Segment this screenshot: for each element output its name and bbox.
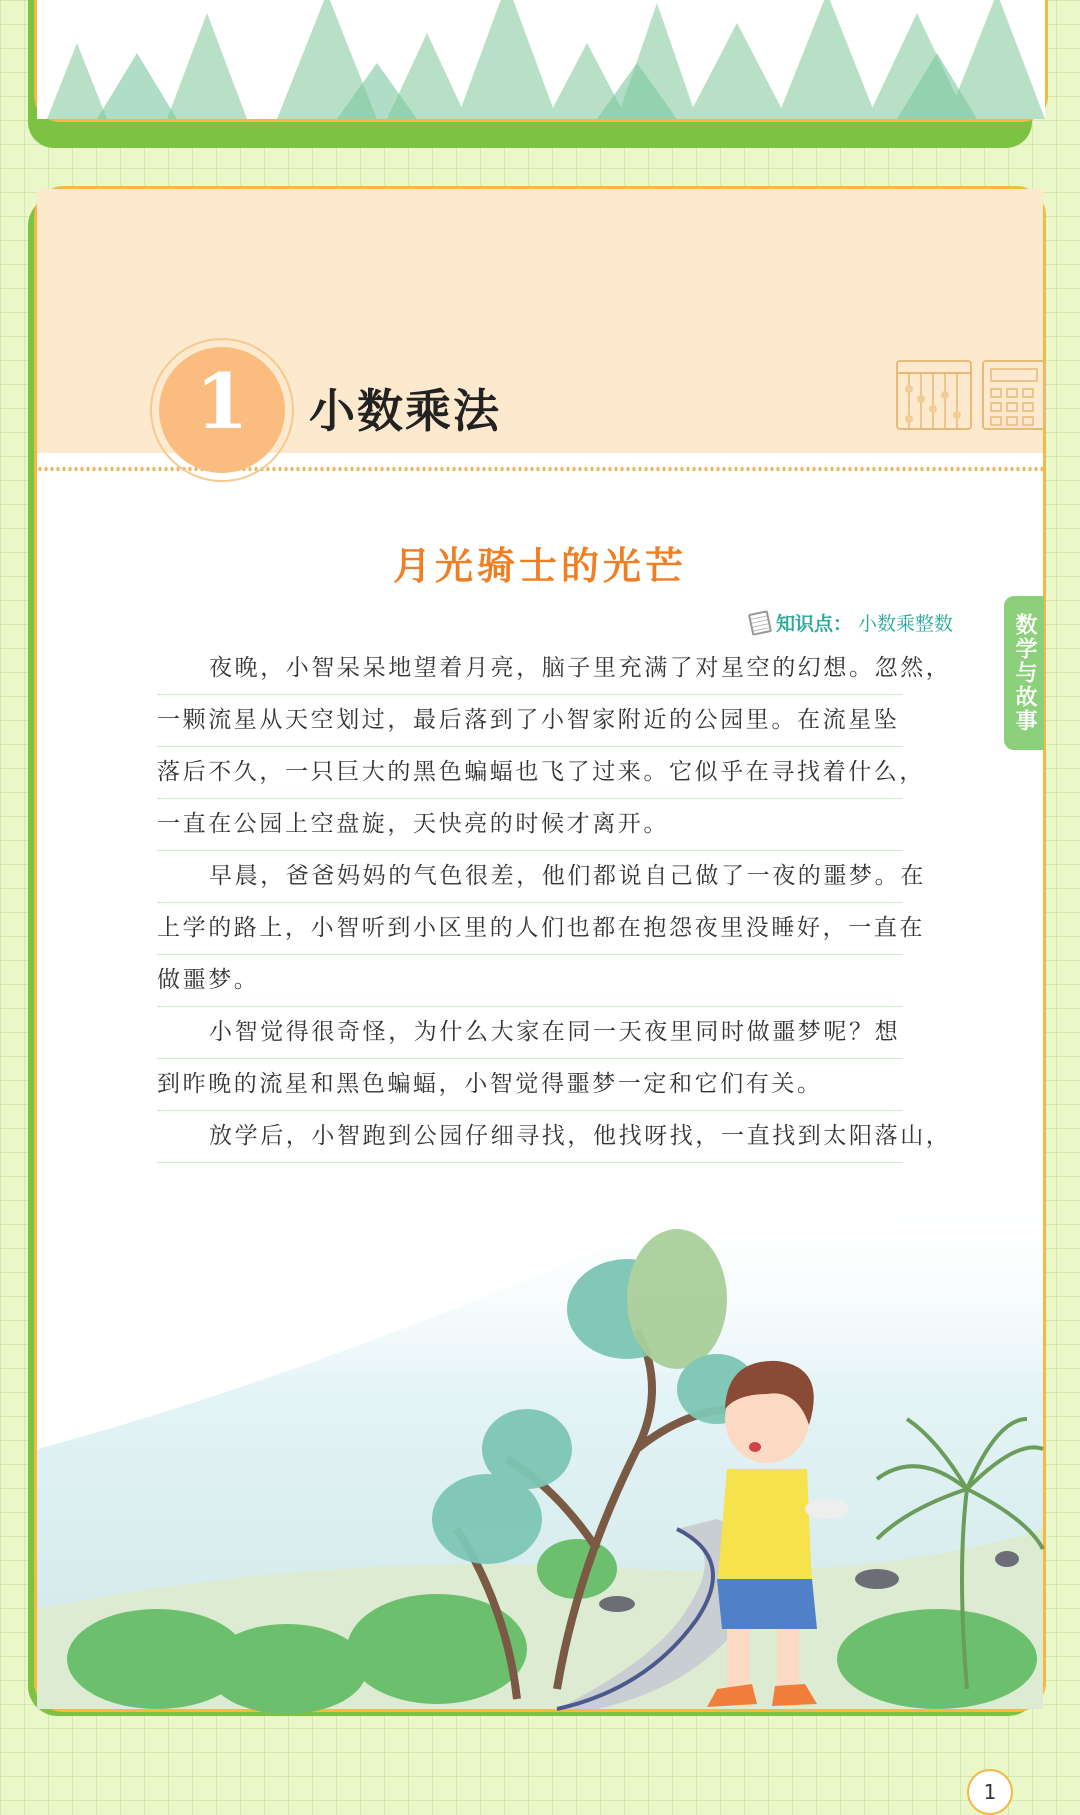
story-line: 放学后，小智跑到公园仔细寻找，他找呀找，一直找到太阳落山， <box>157 1111 903 1163</box>
knowledge-label: 知识点： <box>775 613 852 635</box>
page-card <box>34 186 1046 1804</box>
story-line: 一直在公园上空盘旋，天快亮的时候才离开。 <box>157 799 903 851</box>
story-line: 一颗流星从天空划过，最后落到了小智家附近的公园里。在流星坠 <box>157 695 903 747</box>
chapter-number: 1 <box>195 357 249 446</box>
story-body <box>157 643 952 1163</box>
story-line: 落后不久，一只巨大的黑色蝙蝠也飞了过来。它似乎在寻找着什么， <box>157 747 903 799</box>
park-boy-illustration <box>37 1189 1043 1709</box>
story-line: 早晨，爸爸妈妈的气色很差，他们都说自己做了一夜的噩梦。在 <box>157 851 903 903</box>
forest-illustration <box>37 0 1045 119</box>
story-line: 做噩梦。 <box>157 955 903 1007</box>
story-line: 到昨晚的流星和黑色蝙蝠，小智觉得噩梦一定和它们有关。 <box>157 1059 903 1111</box>
side-tab: 数学与故事 <box>1004 596 1044 750</box>
page-number: 1 <box>967 1769 1013 1815</box>
story-line: 小智觉得很奇怪，为什么大家在同一天夜里同时做噩梦呢？想 <box>157 1007 903 1059</box>
notepad-icon <box>748 610 772 636</box>
abacus-calculator-icon <box>895 359 1045 433</box>
knowledge-point <box>750 609 953 636</box>
top-card <box>34 0 1048 122</box>
knowledge-value: 小数乘整数 <box>857 613 953 635</box>
story-line: 上学的路上，小智听到小区里的人们也都在抱怨夜里没睡好，一直在 <box>157 903 903 955</box>
story-line: 夜晚，小智呆呆地望着月亮，脑子里充满了对星空的幻想。忽然， <box>157 643 903 695</box>
chapter-title: 小数乘法 <box>309 384 501 438</box>
story-title: 月光骑士的光芒 <box>392 544 687 588</box>
